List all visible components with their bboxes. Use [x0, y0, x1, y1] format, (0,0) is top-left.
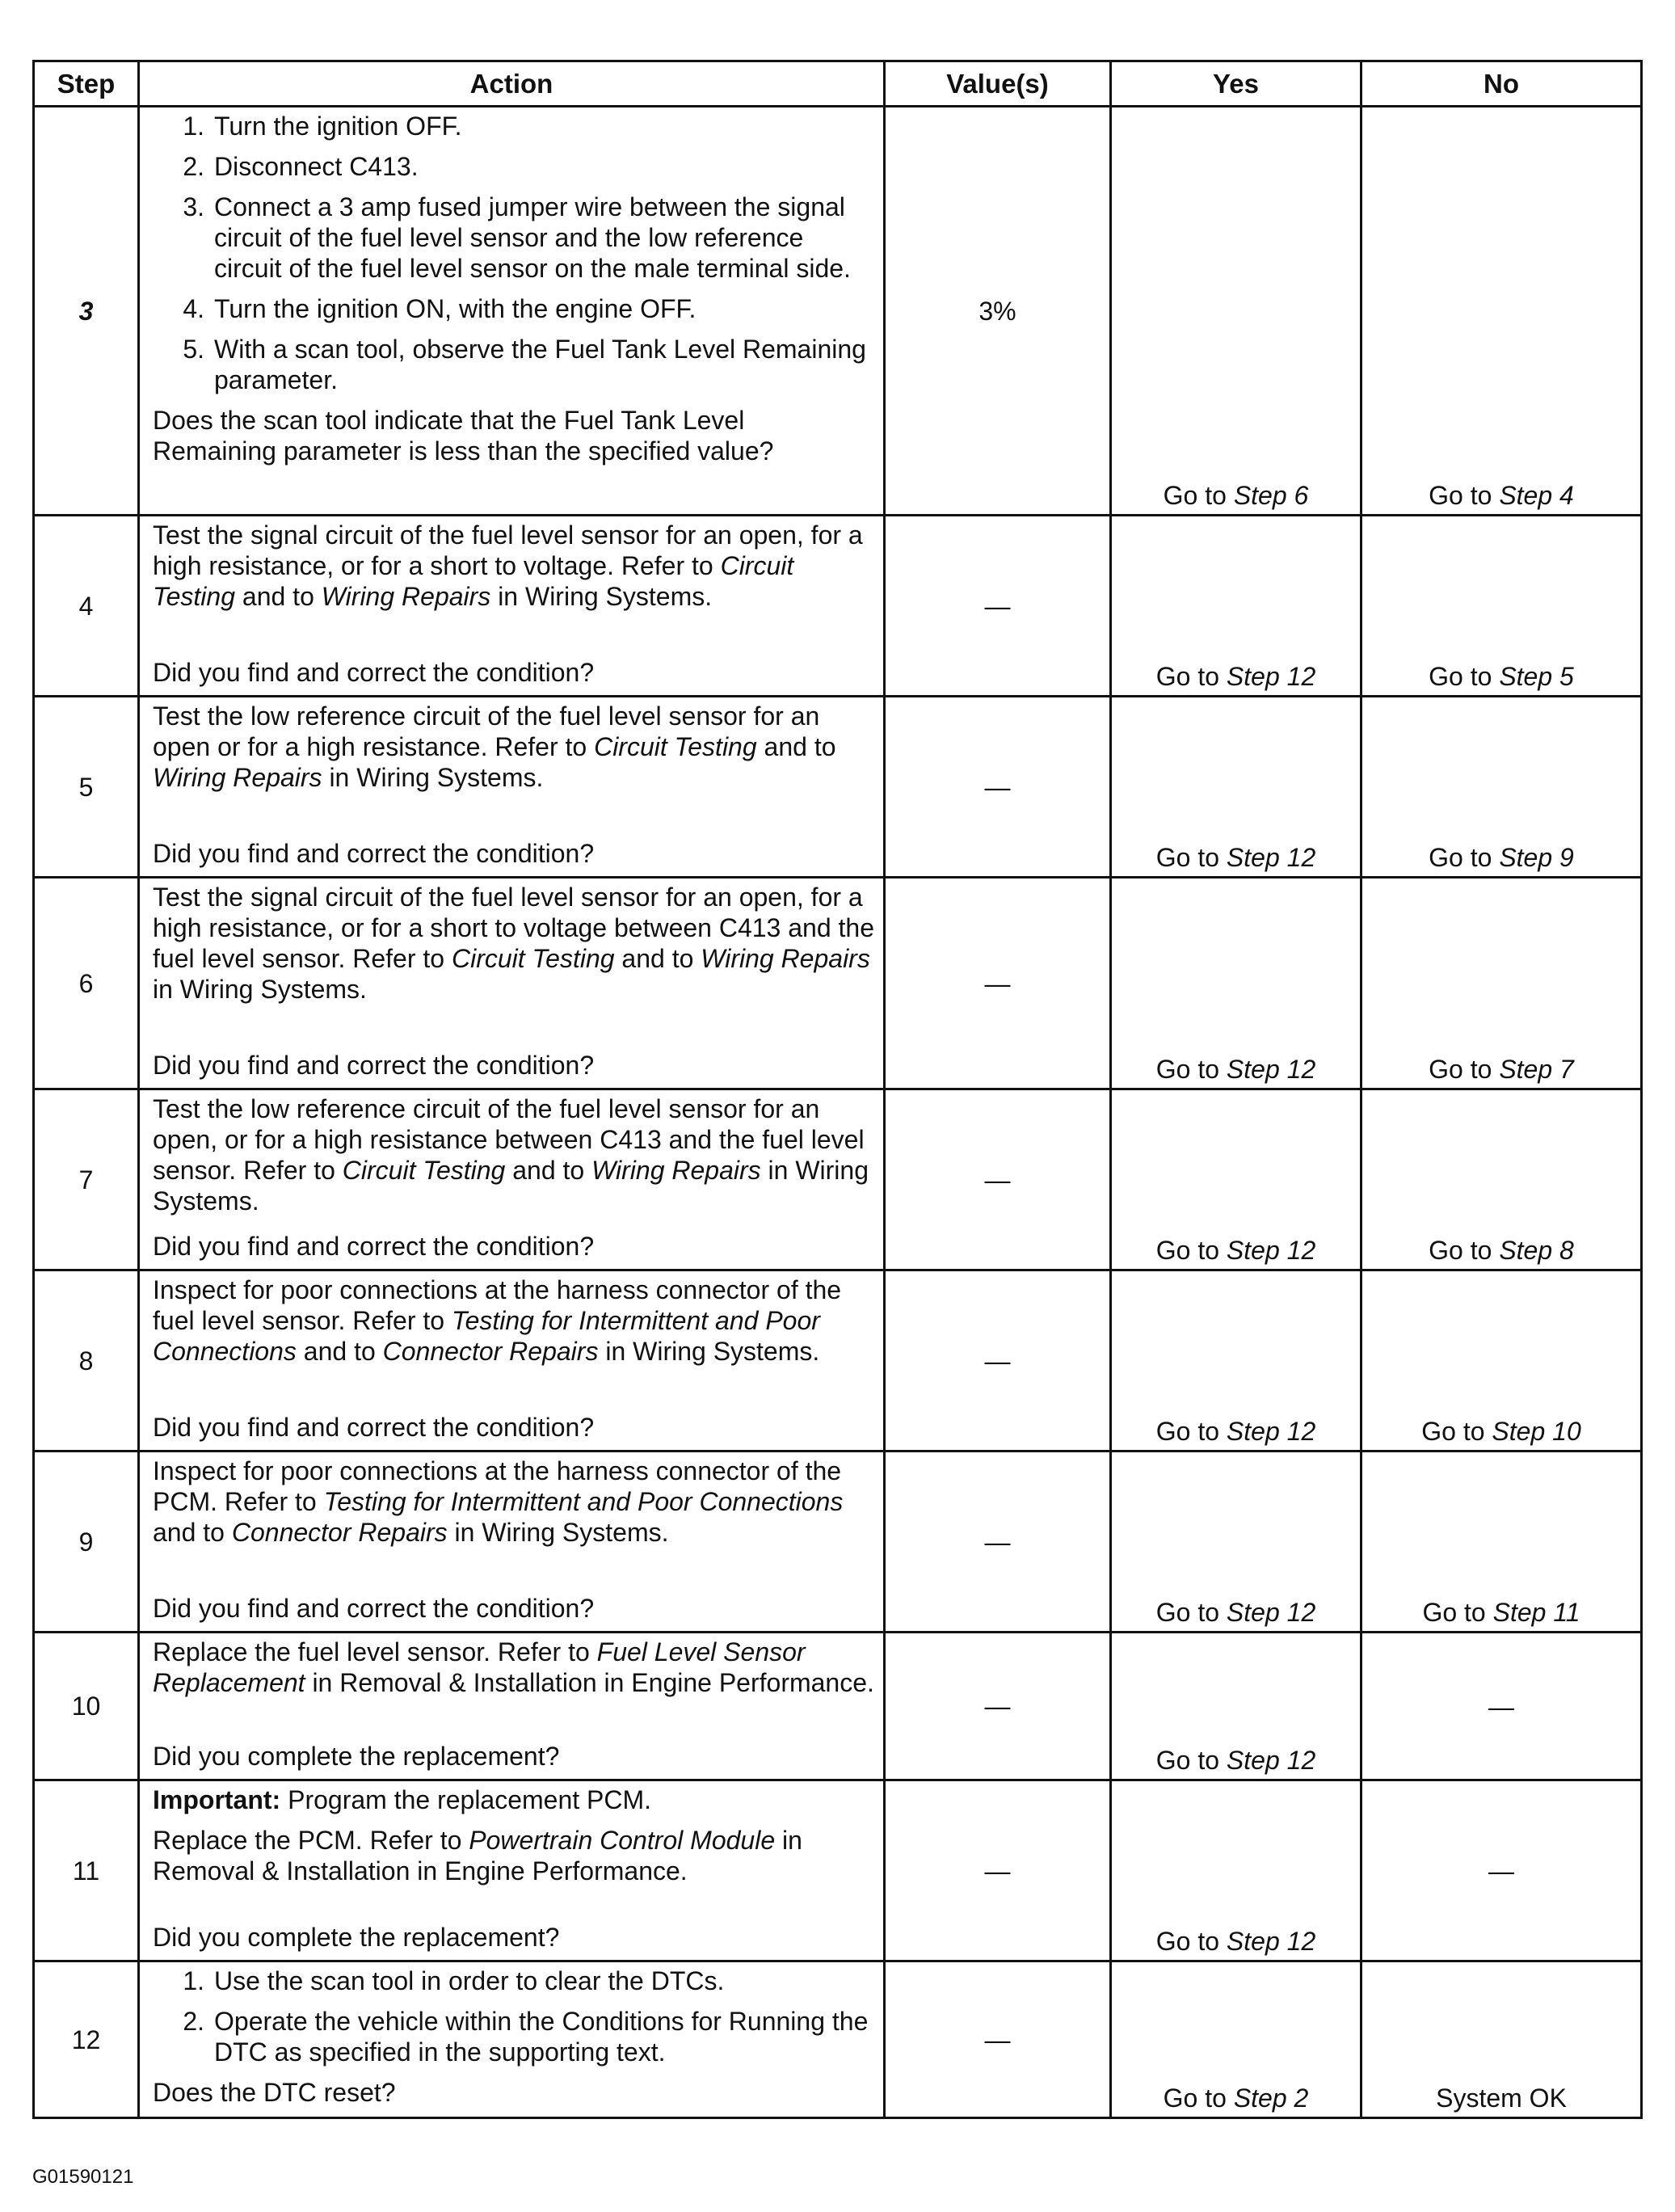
step-number: 4: [34, 516, 139, 697]
yes-cell: Go to Step 12: [1111, 878, 1361, 1089]
action-text: Test the low reference circuit of the fuel level sensor for an open or for a high resistance. Refer to Circuit Testing and to Wiring Repairs in Wiring Systems.: [153, 702, 836, 792]
action-question: Did you find and correct the condition?: [153, 1413, 595, 1442]
yes-cell: Go to Step 12: [1111, 1270, 1361, 1451]
no-cell: Go to Step 7: [1361, 878, 1642, 1089]
no-cell: Go to Step 9: [1361, 697, 1642, 878]
action-question: Did you find and correct the condition?: [153, 1594, 595, 1623]
no-cell: Go to Step 10: [1361, 1270, 1642, 1451]
action-question: Did you complete the replacement?: [153, 1742, 560, 1771]
table-row: [34, 516, 1642, 697]
action-cell: [139, 1451, 885, 1633]
numbered-item: 1. Use the scan tool in order to clear the DTCs.: [183, 1966, 725, 1995]
action-text: Test the signal circuit of the fuel level sensor for an open, for a high resistance, or for a short to voltage between C413 and the fuel level sensor. Refer to Circuit Testing and to Wiring Repairs in Wiring Systems.: [153, 883, 874, 1004]
no-cell: —: [1361, 1780, 1642, 1961]
yes-cell: Go to Step 2: [1111, 1961, 1361, 2118]
value-cell: —: [885, 1780, 1111, 1961]
action-cell: [139, 1633, 885, 1780]
action-question: Does the DTC reset?: [153, 2078, 396, 2107]
header-row: [34, 61, 1642, 107]
step-number: 11: [34, 1780, 139, 1961]
value-cell: 3%: [885, 107, 1111, 516]
yes-cell: Go to Step 12: [1111, 697, 1361, 878]
step-number: 5: [34, 697, 139, 878]
table-row: [34, 107, 1642, 516]
no-cell: Go to Step 4: [1361, 107, 1642, 516]
table-row: [34, 1089, 1642, 1270]
numbered-item: 2. Operate the vehicle within the Conditions for Running the DTC as specified in the supporting text.: [183, 2007, 869, 2067]
header-yes: Yes: [1111, 61, 1361, 107]
no-cell: Go to Step 5: [1361, 516, 1642, 697]
step-number: 10: [34, 1633, 139, 1780]
action-question: Did you find and correct the condition?: [153, 839, 595, 868]
figure-id: G01590121: [32, 2166, 134, 2188]
action-cell: [139, 107, 885, 516]
no-cell: Go to Step 8: [1361, 1089, 1642, 1270]
table-row: [34, 1270, 1642, 1451]
numbered-item: 2. Disconnect C413.: [183, 152, 419, 181]
action-cell: [139, 516, 885, 697]
action-cell: [139, 1089, 885, 1270]
yes-cell: Go to Step 12: [1111, 516, 1361, 697]
no-cell: —: [1361, 1633, 1642, 1780]
action-text: Inspect for poor connections at the harness connector of the PCM. Refer to Testing for Intermittent and Poor Connections and to Connector Repairs in Wiring Systems.: [153, 1456, 844, 1547]
step-number: 9: [34, 1451, 139, 1633]
value-cell: —: [885, 1089, 1111, 1270]
header-step: Step: [34, 61, 139, 107]
header-values: Value(s): [885, 61, 1111, 107]
numbered-item: 5. With a scan tool, observe the Fuel Tank Level Remaining parameter.: [183, 335, 866, 394]
value-cell: —: [885, 1270, 1111, 1451]
diagnostic-table-container: [32, 60, 1640, 2119]
value-cell: —: [885, 878, 1111, 1089]
numbered-item: 4. Turn the ignition ON, with the engine OFF.: [183, 294, 697, 323]
yes-cell: Go to Step 6: [1111, 107, 1361, 516]
no-cell: Go to Step 11: [1361, 1451, 1642, 1633]
action-question: Did you find and correct the condition?: [153, 658, 595, 687]
table-row: [34, 1451, 1642, 1633]
table-row: [34, 1633, 1642, 1780]
header-action: Action: [139, 61, 885, 107]
action-cell: [139, 1780, 885, 1961]
important-note: Important: Program the replacement PCM.: [153, 1785, 652, 1814]
action-cell: [139, 878, 885, 1089]
value-cell: —: [885, 1633, 1111, 1780]
yes-cell: Go to Step 12: [1111, 1780, 1361, 1961]
numbered-item: 3. Connect a 3 amp fused jumper wire between the signal circuit of the fuel level sensor and the low reference circuit of the fuel level sensor on the male terminal side.: [183, 192, 851, 283]
header-no: No: [1361, 61, 1642, 107]
value-cell: —: [885, 1961, 1111, 2118]
action-question: Did you find and correct the condition?: [153, 1051, 595, 1080]
action-text: Test the signal circuit of the fuel level sensor for an open, for a high resistance, or for a short to voltage. Refer to Circuit Testing and to Wiring Repairs in Wiring Systems.: [153, 520, 863, 611]
action-text: Inspect for poor connections at the harness connector of the fuel level sensor. Refer to Testing for Intermittent and Poor Connections and to Connector Repairs in Wiring Systems.: [153, 1275, 842, 1366]
step-number: 8: [34, 1270, 139, 1451]
table-row: [34, 1780, 1642, 1961]
table-row: [34, 1961, 1642, 2118]
action-text: Test the low reference circuit of the fuel level sensor for an open, or for a high resistance between C413 and the fuel level sensor. Refer to Circuit Testing and to Wiring Repairs in Wiring Systems.: [153, 1094, 869, 1216]
action-cell: [139, 1961, 885, 2118]
step-number: 7: [34, 1089, 139, 1270]
action-question: Did you complete the replacement?: [153, 1923, 560, 1952]
table-row: [34, 697, 1642, 878]
action-text: Replace the fuel level sensor. Refer to Fuel Level Sensor Replacement in Removal & Installation in Engine Performance.: [153, 1637, 874, 1697]
numbered-item: 1. Turn the ignition OFF.: [183, 112, 462, 141]
action-question: Did you find and correct the condition?: [153, 1232, 595, 1261]
action-cell: [139, 1270, 885, 1451]
action-cell: [139, 697, 885, 878]
table-row: [34, 878, 1642, 1089]
yes-cell: Go to Step 12: [1111, 1633, 1361, 1780]
value-cell: —: [885, 1451, 1111, 1633]
value-cell: —: [885, 516, 1111, 697]
yes-cell: Go to Step 12: [1111, 1451, 1361, 1633]
step-number: 3: [34, 107, 139, 516]
yes-cell: Go to Step 12: [1111, 1089, 1361, 1270]
step-number: 12: [34, 1961, 139, 2118]
action-text: Replace the PCM. Refer to Powertrain Control Module in Removal & Installation in Engine Performance.: [153, 1826, 802, 1885]
diagnostic-table: [32, 60, 1643, 2119]
value-cell: —: [885, 697, 1111, 878]
step-number: 6: [34, 878, 139, 1089]
no-cell: System OK: [1361, 1961, 1642, 2118]
action-question: Does the scan tool indicate that the Fuel Tank Level Remaining parameter is less than the specified value?: [153, 406, 774, 466]
